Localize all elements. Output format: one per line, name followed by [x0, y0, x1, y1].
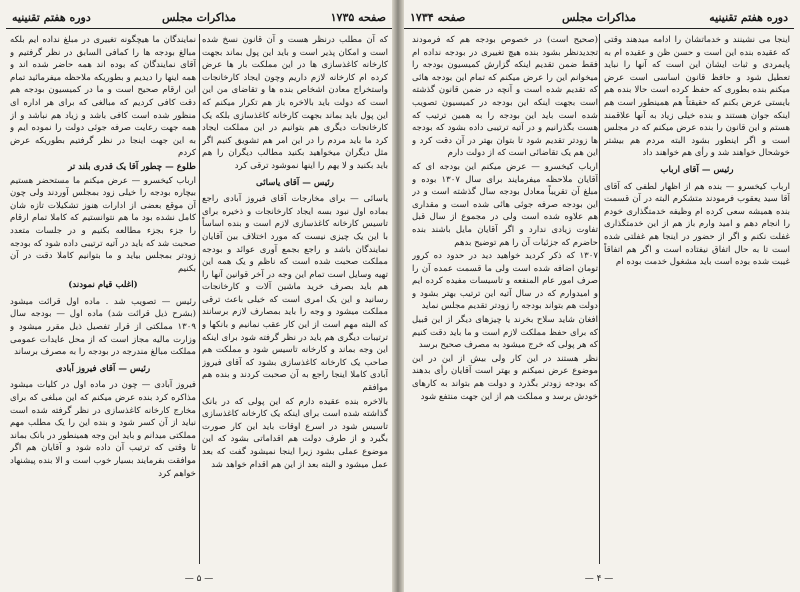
page-header	[6, 10, 392, 29]
vote-note: (اغلب قیام نمودند)	[68, 280, 138, 291]
paragraph: اینجا می نشینند و خدماتشان را ادامه میدهند وقتی که عقیده بنده این است و حسن ظن و عقیده ام به پایمردی و ثبات ایشان این است که آنها را نباید تعطیل شود و حافظ قانون اساسی است عرض میکنم بنده بطوری که حفظ کرده است حالا بنده هم بایستی عرض بکنم که حقیقتاً هم همینطور است هم اینکه جوان هستند و بنده خیلی زیاد به آنها علاقمند هستم و این قانون را بنده عرض میکنم که در مجلس است و اگر اینطور بشود البته مردم هم بیشتر خوشحال خواهند شد و رأی هم خواهند داد	[604, 35, 790, 159]
speaker-heading: رئیس — آقای ارباب	[660, 164, 734, 175]
paragraph: رئیس — تصویب شد . ماده اول قرائت میشود (بشرح ذیل قرائت شد) ماده اول — بودجه سال ۱۳۰۹ مملکتی از قرار تفصیل ذیل مقرر میشود و وزارت مالیه مجاز است که از محل عایدات عمومی مملکت مبالغ مندرجه در بودجه را به مصرف برساند	[10, 296, 196, 358]
paragraph: یاسائی — برای مخارجات آقای فیروز آبادی راجع بماده اول نبود بسه ایجاد کارخانجات و ذخیره برای تاسیس کارخانه کاغذسازی لازم است و بنده اساساً با این یک چیزی نیست که مورد اختلاف بین آقایان نمایندگان باشد و راجع بجمع آوری عوائد و بودجه مملکت صحبت شده است که ناظم و یک همه این تهیه وسایل است تمام این وجه در آخر قوانین آنها را هم باید بصرف خرید ماشین آلات و کارخانجات رسانید و این یک امری است که خیلی باعث ترقی مملکت میشود و وجه را باید بمصارف لازم برسانند که البته مهم است از این کار عقب نمانیم و بانکها و ترتیبات دیگری هم باید در نظر گرفته شود برای اینکه این وجه بماند و کارخانه تاسیس شود و مملکت هم صاحب یک کارخانه کاغذسازی بشود که آقای فیروز آبادی کاملا اینجا راجع به آن صحبت کردند و بنده هم موافقم	[202, 194, 388, 394]
column-left	[412, 34, 598, 564]
page-title: مذاکرات مجلس	[562, 11, 636, 24]
paragraph: بالاخره بنده عقیده دارم که این پولی که در بانک گذاشته شده است برای اینکه یک کارخانه کاغذسازی تاسیس شود در اسرع اوقات باید این کار صورت بگیرد و از طرف دولت هم اقداماتی بشود که این موضوع عملی بشود زیرا اینجا نمیشود گفت که بعد عمل میشود و البته بعد از این هم اقدام خواهد شد	[202, 396, 388, 470]
column-left	[10, 34, 196, 564]
page-title: مذاکرات مجلس	[162, 11, 236, 24]
paragraph: ارباب کیخسرو — بنده هم از اظهار لطفی که آقای آقا سید یعقوب فرمودند متشکرم البته در آن قسمت بنده همیشه سعی کرده ام وظیفه خدمتگذاری خودم را انجام دهم و امید وارم باز هم از این خدمتگذاری غفلت نکنم و اگر از حضور در اینجا هم غفلتی شده است تا به حال اتفاق نیفتاده است و اگر هم اتفاقاً غیبت شده بوده است باید مشغول خدمت بوده ام	[604, 181, 790, 268]
paragraph: نمایندگان ما هیچگونه تغییری در مبلغ نداده ایم بلکه مبالغ بودجه ها را کمافی السابق در نظر گرفتیم و آقای نمایندگان که بوده اند همه حاضر شده اند و همه اینها را دیدیم و بطوریکه ملاحظه میفرمائید تمام این ارقام صحیح است و ما در کمیسیون بودجه هم دقت کافی کردیم که مبالغی که برای هر اداره ای منظور شده است کافی باشد و زیاد هم نباشد و از همه جهت رعایت صرفه جوئی دولت را نموده ایم و به این جهت اینجا در نظر گرفتیم بطوریکه عرض کردم	[10, 35, 196, 159]
paragraph: افغان شاید سلاح بخرند یا چیزهای دیگر از این قبیل که برای حفظ مملکت لازم است و ما باید دقت کنیم که هر پولی که خرج میشود به مصرف صحیح برسد	[412, 315, 598, 351]
column-right	[604, 34, 790, 564]
book-gutter	[392, 0, 404, 592]
column-right	[202, 34, 388, 564]
session-label: دوره هفتم تقنینیه	[709, 11, 788, 24]
page-header	[404, 10, 794, 29]
paragraph: (صحیح است) در خصوص بودجه هم که فرمودند تجدیدنظر بشود بنده هیچ تغییری در بودجه نداده ام فقط ضمن تقدیم اینکه گزارش کمیسیون بودجه را میخوانم این را عرض میکنم که تمام این بودجه هائی که تقدیم شده است و آنچه در ضمن قانون گذشته است بجهت اینکه این بودجه در کمیسیون تصویب شده است باید این بودجه را به همین ترتیب که هست بگذرانیم و در آتیه ترتیبی داده بشود که بودجه ها زودتر تقدیم شود تا بتوان بهتر در آن دقت کرد و این هم یک تقاضائی است که از دولت دارم	[412, 35, 598, 159]
paragraph: فیروز آبادی — چون در ماده اول در کلیات میشود مذاکره کرد بنده عرض میکنم که این مبلغی که برای مخارج کارخانه کاغذسازی در نظر گرفته شده است نباید از آن کسر شود و بنده این را یک مطلب مهم مملکتی میدانم و باید این وجه همینطور در بانک بماند تا وقتی که ترتیب آن داده شود و آقایان هم اگر موافقت بفرمایند بسیار خوب است و الا بنده پیشنهاد خواهم کرد	[10, 380, 196, 479]
page-footer: — ۵ —	[184, 574, 214, 584]
left-page	[6, 6, 392, 586]
session-label: دوره هفتم تقنینیه	[12, 11, 91, 24]
column-divider	[599, 34, 600, 564]
page-footer: — ۴ —	[584, 574, 614, 584]
speaker-heading: رئیس — آقای فیروز آبادی	[55, 363, 151, 374]
page-number: صفحه ۱۷۳۵	[330, 11, 386, 24]
paragraph: نظر هستند در این کار ولی بیش از این در این موضوع عرض نمیکنم و بهتر است آقایان رأی بدهند که بودجه زودتر بگذرد و دولت هم بتواند به کارهای خودش برسد و مملکت هم از این جهت منتفع شود	[412, 353, 598, 402]
paragraph: که آن مطلب درنظر هست و آن قانون نسخ شده است و امکان پذیر است و باید این پول بماند بجهت کارخانه کاغذسازی ها در این مملکت بار ها عرض کرده ام کارخانه لازم داریم وچون ایجاد کارخانجات واستخراج معادن اشخاص بنده ها و تقاضای من این است که دولت باید بالاخره باز هم تکرار میکنم که این پول باید بماند بجهت کارخانه کاغذسازی بلکه یک کارخانجات دیگری هم بتوانیم در این مملکت ایجاد کرد ما باید مردم را در این امر هم تشویق کنیم اگر مثل دیگران میخواهید بکنید مطالب دیگران را هم باید بکنید و لا یهم را اینها نموشود ترقی کرد	[202, 35, 388, 171]
paragraph: ۱۳۰۷ که ذکر کردید خواهید دید در حدود ده کرور تومان اضافه شده است ولی ما قسمت عمده آن را صرف امور عام المنفعه و تاسیسات مفیده کرده ایم و امیدوارم که در سال آتیه این ترتیب بهتر بشود و دولت هم بتواند بودجه را زودتر تقدیم مجلس نماید	[412, 251, 598, 312]
speaker-line: طلوع — چطور آقا یک قدری بلند تر	[68, 161, 196, 172]
column-divider	[199, 34, 200, 564]
speaker-heading: رئیس — آقای یاسائی	[256, 177, 334, 188]
right-page	[404, 6, 794, 586]
page-number: صفحه ۱۷۳۴	[410, 11, 466, 24]
paragraph: ارباب کیخسرو — عرض میکنم این بودجه ای که آقایان ملاحظه میفرمایند برای سال ۱۳۰۷ بوده و مبلغ آن تقریباً معادل بودجه سال گذشته است و در این بودجه صرفه جوئی هائی شده است و مقداری هم علاوه شده است ولی در مجموع از سال قبل تفاوت زیادی ندارد و اگر آقایان مایل باشند بنده حاضرم که جزئیات آن را هم توضیح بدهم	[412, 161, 598, 248]
paragraph: ارباب کیخسرو — عرض میکنم ما مستحضر هستیم بیچاره بودجه را خیلی زود بمجلس آوردند ولی چون آن موقع بعضی از ادارات هنوز تشکیلات تازه شان کامل نشده بود ما هم نتوانستیم که کاملا تمام ارقام را جزء بجزء مطالعه بکنیم و در جلسات متعدد صحبت شد که باید در آتیه ترتیبی داده شود که بودجه زودتر بمجلس بیاید و ما بتوانیم کاملا دقت در آن بکنیم	[10, 175, 196, 274]
